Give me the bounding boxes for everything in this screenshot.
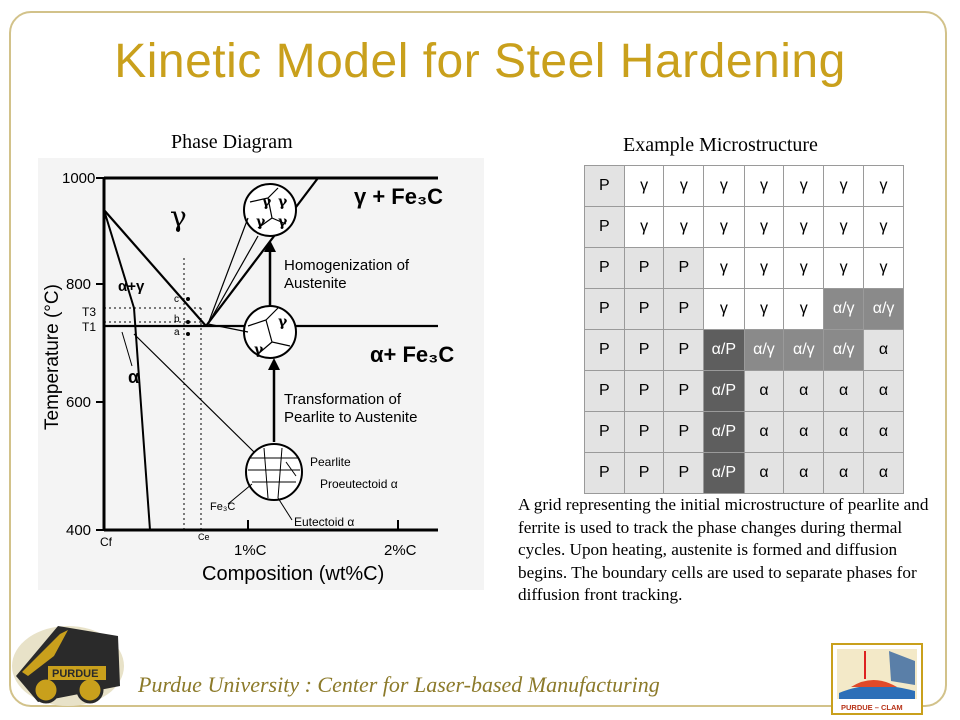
grid-cell: α <box>824 371 864 412</box>
grid-cell: P <box>585 371 625 412</box>
annotation-eutectoid: Eutectoid α <box>294 515 355 529</box>
temp-mark-t3: T3 <box>82 305 97 319</box>
grid-cell: γ <box>704 166 744 207</box>
grid-cell: P <box>664 248 704 289</box>
comp-mark-ce: Ce <box>198 532 210 542</box>
label-alpha-fe3c: α+ Fe₃C <box>370 342 455 367</box>
grid-cell: α/P <box>704 371 744 412</box>
grid-cell: α <box>744 371 784 412</box>
grid-cell: P <box>585 248 625 289</box>
grid-cell: P <box>585 166 625 207</box>
grid-cell: α/γ <box>824 289 864 330</box>
grid-cell: γ <box>744 166 784 207</box>
y-tick-1000: 1000 <box>62 170 96 187</box>
grid-cell: α/γ <box>824 330 864 371</box>
grid-cell: γ <box>624 166 664 207</box>
grid-cell: α/γ <box>864 289 904 330</box>
annotation-pearlite: Pearlite <box>310 455 351 469</box>
grid-row <box>585 166 904 207</box>
grid-cell: P <box>624 453 664 494</box>
grid-cell: P <box>585 412 625 453</box>
grid-cell: P <box>664 289 704 330</box>
grid-cell: α/P <box>704 330 744 371</box>
grid-cell: α <box>864 453 904 494</box>
grid-cell: γ <box>824 166 864 207</box>
grid-cell: γ <box>704 248 744 289</box>
purdue-logo-text: PURDUE <box>52 668 99 680</box>
y-tick-400: 400 <box>66 522 92 539</box>
label-alpha-gamma: α+γ <box>118 278 145 295</box>
grid-row <box>585 248 904 289</box>
label-alpha: α <box>128 367 140 387</box>
grid-cell: P <box>664 371 704 412</box>
svg-text:γ: γ <box>254 342 264 358</box>
grid-cell: α <box>864 330 904 371</box>
grid-cell: γ <box>784 207 824 248</box>
grid-row <box>585 371 904 412</box>
grid-cell: α <box>744 453 784 494</box>
microstructure-grid <box>584 165 904 494</box>
grid-row <box>585 207 904 248</box>
grid-cell: α <box>784 371 824 412</box>
grid-cell: α/γ <box>784 330 824 371</box>
phase-diagram-caption: Phase Diagram <box>171 131 293 153</box>
grid-row <box>585 289 904 330</box>
footer-text: Purdue University : Center for Laser-based Manufacturing <box>138 672 660 697</box>
microstructure-caption: Example Microstructure <box>623 134 818 156</box>
grid-cell: α <box>824 412 864 453</box>
grid-cell: P <box>664 330 704 371</box>
annotation-proeutectoid: Proeutectoid α <box>320 477 398 491</box>
grid-row <box>585 330 904 371</box>
slide-title: Kinetic Model for Steel Hardening <box>114 35 846 88</box>
grid-cell: γ <box>784 289 824 330</box>
x-tick-1pc: 1%C <box>234 542 267 559</box>
grid-cell: α/P <box>704 453 744 494</box>
grid-cell: γ <box>744 289 784 330</box>
grid-cell: γ <box>864 166 904 207</box>
svg-text:γ: γ <box>278 194 288 210</box>
grid-cell: P <box>585 453 625 494</box>
point-c: c <box>174 294 179 305</box>
grid-cell: P <box>585 289 625 330</box>
svg-text:γ: γ <box>278 214 288 230</box>
clam-logo-text: PURDUE – CLAM <box>841 703 903 712</box>
grid-cell: γ <box>824 207 864 248</box>
grid-cell: P <box>664 412 704 453</box>
y-tick-600: 600 <box>66 394 92 411</box>
y-axis-label: Temperature (°C) <box>42 284 63 430</box>
grid-cell: γ <box>744 207 784 248</box>
grid-row <box>585 453 904 494</box>
homogenization-line2: Austenite <box>284 275 347 292</box>
grid-cell: α <box>864 412 904 453</box>
svg-text:γ: γ <box>256 214 266 230</box>
grid-row <box>585 412 904 453</box>
homogenization-line1: Homogenization of <box>284 257 410 274</box>
label-gamma-fe3c: γ + Fe₃C <box>354 184 444 209</box>
grid-cell: γ <box>864 207 904 248</box>
temp-mark-t1: T1 <box>82 320 97 334</box>
grid-cell: γ <box>704 289 744 330</box>
transformation-line1: Transformation of <box>284 391 401 408</box>
grid-cell: α/γ <box>744 330 784 371</box>
grid-cell: γ <box>824 248 864 289</box>
grid-cell: γ <box>624 207 664 248</box>
x-tick-2pc: 2%C <box>384 542 417 559</box>
clam-logo <box>831 643 923 715</box>
grid-cell: γ <box>864 248 904 289</box>
grid-cell: P <box>624 248 664 289</box>
point-b: b <box>174 314 180 325</box>
grid-cell: α <box>864 371 904 412</box>
grid-cell: P <box>624 289 664 330</box>
grid-cell: P <box>664 453 704 494</box>
microstructure-description: A grid representing the initial microstructure of pearlite and ferrite is used to track the phase changes during thermal cycles. Upon heating, austenite is formed and diffusion begins. The boundary cells are used to separate phases for diffusion front tracking. <box>518 495 929 605</box>
y-tick-800: 800 <box>66 276 92 293</box>
grid-cell: α <box>824 453 864 494</box>
x-axis-label: Composition (wt%C) <box>202 563 385 585</box>
label-gamma: γ <box>170 200 187 233</box>
grid-cell: γ <box>784 248 824 289</box>
grid-cell: α <box>784 453 824 494</box>
svg-text:γ: γ <box>278 314 288 330</box>
svg-text:γ: γ <box>262 194 272 210</box>
grid-cell: P <box>624 330 664 371</box>
grid-cell: γ <box>664 166 704 207</box>
grid-cell: P <box>624 371 664 412</box>
grid-cell: γ <box>664 207 704 248</box>
grid-cell: α/P <box>704 412 744 453</box>
grid-cell: α <box>744 412 784 453</box>
comp-mark-cf: Cf <box>100 535 112 549</box>
annotation-fe3c: Fe₃C <box>210 501 236 513</box>
grid-cell: P <box>585 330 625 371</box>
grid-cell: P <box>624 412 664 453</box>
grid-cell: γ <box>744 248 784 289</box>
phase-diagram <box>38 158 484 590</box>
grid-cell: P <box>585 207 625 248</box>
transformation-line2: Pearlite to Austenite <box>284 409 418 426</box>
purdue-logo <box>8 606 132 710</box>
grid-cell: α <box>784 412 824 453</box>
point-a: a <box>174 327 180 338</box>
grid-cell: γ <box>704 207 744 248</box>
grid-cell: γ <box>784 166 824 207</box>
